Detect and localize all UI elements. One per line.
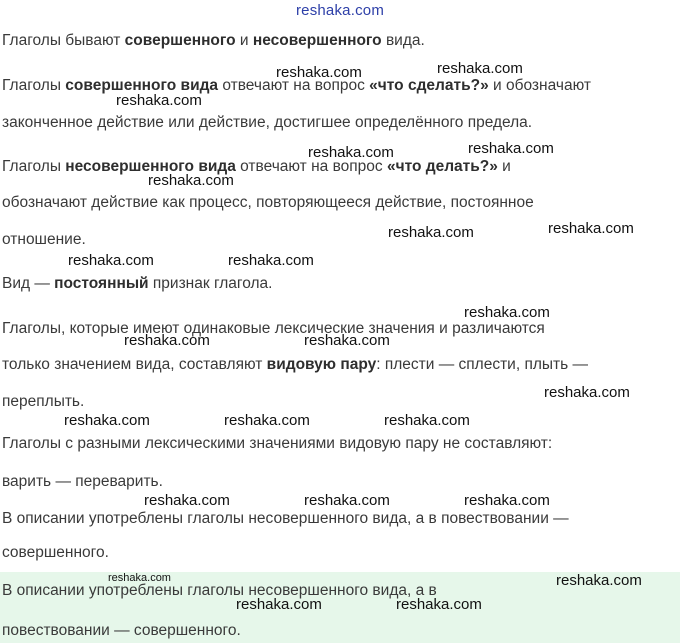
text-line xyxy=(2,231,86,249)
watermark-text: reshaka.com xyxy=(544,384,630,401)
watermark-text: reshaka.com xyxy=(556,572,642,589)
watermark-text: reshaka.com xyxy=(548,220,634,237)
text-run: Глаголы xyxy=(2,158,66,175)
text-line xyxy=(2,158,511,176)
watermark-text: reshaka.com xyxy=(384,412,470,429)
answer-line-1: В описании употреблены глаголы несовершенного вида, а в xyxy=(2,582,437,599)
text-line xyxy=(2,114,532,132)
text-line xyxy=(2,393,84,411)
watermark-text: reshaka.com xyxy=(236,596,322,613)
text-run: Глаголы, которые имеют одинаковые лексические значения и различаются xyxy=(2,320,545,337)
text-run: варить — переварить. xyxy=(2,473,163,490)
text-run: В описании употреблены глаголы несовершенного вида, а в повествовании — xyxy=(2,510,569,527)
text-line xyxy=(2,435,552,453)
text-run: переплыть. xyxy=(2,393,85,410)
bold-term: «что сделать?» xyxy=(369,77,489,94)
watermark-text: reshaka.com xyxy=(228,252,314,269)
watermark-text: reshaka.com xyxy=(464,304,550,321)
text-run: совершенного. xyxy=(2,544,109,561)
text-run: Глаголы с разными лексическими значениями видовую пару не составляют: xyxy=(2,435,553,452)
text-line xyxy=(2,510,569,528)
text-line xyxy=(2,356,588,374)
answer-line-2: повествовании — совершенного. xyxy=(2,622,241,639)
text-run: отношение. xyxy=(2,231,86,248)
text-line xyxy=(2,32,425,50)
text-run: и xyxy=(235,32,253,49)
text-run: Вид — xyxy=(2,275,55,292)
watermark-text: reshaka.com xyxy=(124,332,210,349)
text-run: отвечают на вопрос xyxy=(235,158,387,175)
bold-term: видовую пару xyxy=(266,356,377,373)
watermark-text: reshaka.com xyxy=(224,412,310,429)
bold-term: «что делать?» xyxy=(386,158,498,175)
text-run: законченное действие или действие, достигшее определённого предела. xyxy=(2,114,533,131)
text-line xyxy=(2,275,273,293)
text-run: Глаголы xyxy=(2,77,66,94)
text-run: и обозначают xyxy=(488,77,591,94)
text-run: обозначают действие как процесс, повторяющееся действие, постоянное xyxy=(2,194,534,211)
bold-term: постоянный xyxy=(54,275,149,292)
watermark-text: reshaka.com xyxy=(304,492,390,509)
bold-term: совершенного xyxy=(124,32,236,49)
watermark-text: reshaka.com xyxy=(388,224,474,241)
watermark-text: reshaka.com xyxy=(464,492,550,509)
text-run: Глаголы бывают xyxy=(2,32,125,49)
watermark-text: reshaka.com xyxy=(437,60,523,77)
text-line xyxy=(2,320,545,338)
watermark-text: reshaka.com xyxy=(116,92,202,109)
bold-term: несовершенного вида xyxy=(65,158,236,175)
text-line xyxy=(2,544,109,562)
watermark-text-small: reshaka.com xyxy=(108,572,171,584)
watermark-text: reshaka.com xyxy=(304,332,390,349)
watermark-text: reshaka.com xyxy=(64,412,150,429)
text-run: отвечают на вопрос xyxy=(218,77,370,94)
watermark-text: reshaka.com xyxy=(468,140,554,157)
watermark-text: reshaka.com xyxy=(144,492,230,509)
site-header-link[interactable]: reshaka.com xyxy=(295,2,385,19)
watermark-text: reshaka.com xyxy=(148,172,234,189)
text-line xyxy=(2,194,534,212)
watermark-text: reshaka.com xyxy=(396,596,482,613)
watermark-text: reshaka.com xyxy=(308,144,394,161)
text-run: только значением вида, составляют xyxy=(2,356,267,373)
bold-term: совершенного вида xyxy=(65,77,219,94)
watermark-text: reshaka.com xyxy=(276,64,362,81)
bold-term: несовершенного xyxy=(252,32,382,49)
watermark-text: reshaka.com xyxy=(68,252,154,269)
text-run: : плести — сплести, плыть — xyxy=(376,356,588,373)
text-run: и xyxy=(497,158,511,175)
text-run: признак глагола. xyxy=(148,275,273,292)
text-run: вида. xyxy=(381,32,425,49)
text-line xyxy=(2,473,163,491)
